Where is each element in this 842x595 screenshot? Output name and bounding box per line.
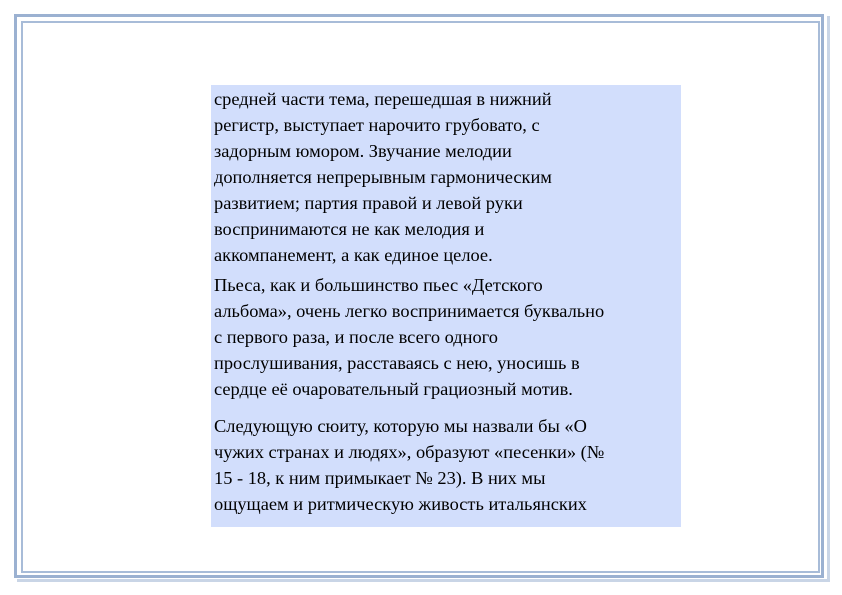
paragraph-3: Следующую сюиту, которую мы назвали бы «О чужих странах и людях», образуют «песенки» (№ 15 - 18, к ним примыкает № 23). В них мы ощущаем и ритмическую живость итальянских [214,416,605,514]
text-block [211,85,681,527]
frame-shadow-bottom [17,579,830,582]
paragraph-2: Пьеса, как и большинство пьес «Детского альбома», очень легко воспринимается буквально с первого раза, и после всего одного прослушивания, расставаясь с нею, уносишь в сердце её очаровательный грациозный мотив. [214,275,605,399]
paragraph-1: средней части тема, перешедшая в нижний регистр, выступает нарочито грубовато, с задорным юмором. Звучание мелодии дополняется непрерывным гармоническим развитием; партия правой и левой руки воспринимаются не как мелодия и аккомпанемент, а как единое целое. [214,89,552,265]
frame-shadow-right [827,16,830,582]
